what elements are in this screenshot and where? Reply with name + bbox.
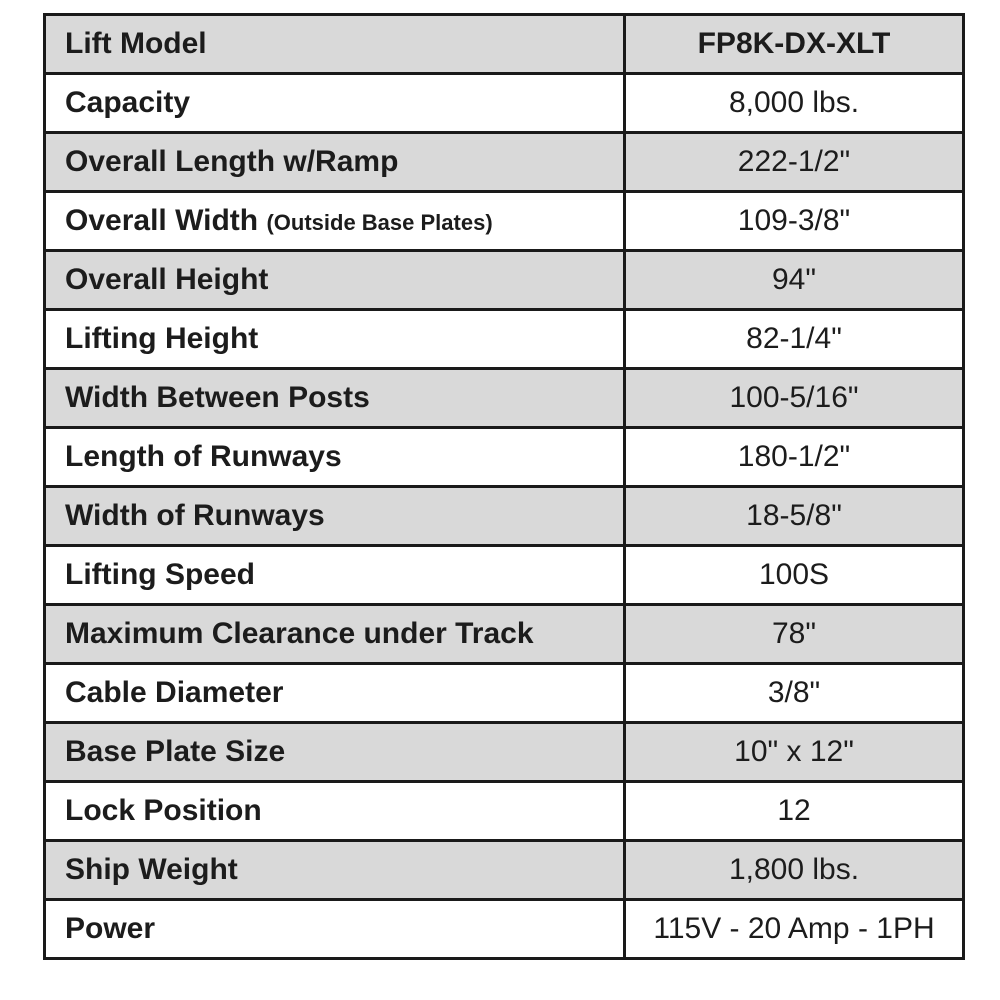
spec-label-cell — [45, 192, 625, 251]
spec-label-cell — [45, 369, 625, 428]
spec-value: 3/8" — [625, 664, 964, 723]
spec-table — [43, 13, 965, 960]
spec-label-cell — [45, 546, 625, 605]
spec-label-cell — [45, 428, 625, 487]
spec-value: 82-1/4" — [625, 310, 964, 369]
spec-value: 1,800 lbs. — [625, 841, 964, 900]
table-row — [45, 723, 964, 782]
spec-label-cell — [45, 15, 625, 74]
spec-label: Overall Length w/Ramp — [65, 145, 399, 178]
spec-value: 8,000 lbs. — [625, 74, 964, 133]
spec-label-cell — [45, 841, 625, 900]
spec-label-cell — [45, 782, 625, 841]
table-row — [45, 369, 964, 428]
spec-label: Base Plate Size — [65, 735, 286, 768]
spec-label: Capacity — [65, 86, 191, 119]
spec-value: 100S — [625, 546, 964, 605]
table-row — [45, 664, 964, 723]
spec-label-note: (Outside Base Plates) — [266, 210, 493, 235]
spec-table-body — [45, 15, 964, 959]
table-row — [45, 841, 964, 900]
table-row — [45, 782, 964, 841]
table-row — [45, 428, 964, 487]
spec-label: Power — [65, 912, 156, 945]
spec-label: Cable Diameter — [65, 676, 284, 709]
spec-value: 94" — [625, 251, 964, 310]
spec-label: Width of Runways — [65, 499, 325, 532]
spec-value: 180-1/2" — [625, 428, 964, 487]
spec-label-cell — [45, 900, 625, 959]
table-row — [45, 15, 964, 74]
spec-label-cell — [45, 605, 625, 664]
table-row — [45, 310, 964, 369]
spec-label-cell — [45, 487, 625, 546]
spec-value: 100-5/16" — [625, 369, 964, 428]
spec-label: Length of Runways — [65, 440, 342, 473]
table-row — [45, 133, 964, 192]
table-row — [45, 546, 964, 605]
table-row — [45, 192, 964, 251]
spec-label-cell — [45, 723, 625, 782]
spec-label: Lifting Height — [65, 322, 259, 355]
table-row — [45, 900, 964, 959]
spec-value: 10" x 12" — [625, 723, 964, 782]
table-row — [45, 487, 964, 546]
table-row — [45, 74, 964, 133]
table-row — [45, 605, 964, 664]
spec-label: Width Between Posts — [65, 381, 370, 414]
spec-label-cell — [45, 74, 625, 133]
spec-value: 109-3/8" — [625, 192, 964, 251]
spec-value: 12 — [625, 782, 964, 841]
spec-value: 78" — [625, 605, 964, 664]
spec-label-cell — [45, 310, 625, 369]
spec-value: FP8K-DX-XLT — [625, 15, 964, 74]
spec-label: Overall Height — [65, 263, 269, 296]
spec-value: 222-1/2" — [625, 133, 964, 192]
spec-label: Ship Weight — [65, 853, 238, 886]
spec-label: Lock Position — [65, 794, 262, 827]
spec-label: Maximum Clearance under Track — [65, 617, 534, 650]
spec-label-cell — [45, 251, 625, 310]
spec-label-cell — [45, 664, 625, 723]
table-row — [45, 251, 964, 310]
spec-label: Lift Model — [65, 27, 207, 60]
spec-label: Lifting Speed — [65, 558, 255, 591]
spec-value: 18-5/8" — [625, 487, 964, 546]
spec-value: 115V - 20 Amp - 1PH — [625, 900, 964, 959]
spec-label: Overall Width — [65, 204, 259, 237]
spec-label-cell — [45, 133, 625, 192]
